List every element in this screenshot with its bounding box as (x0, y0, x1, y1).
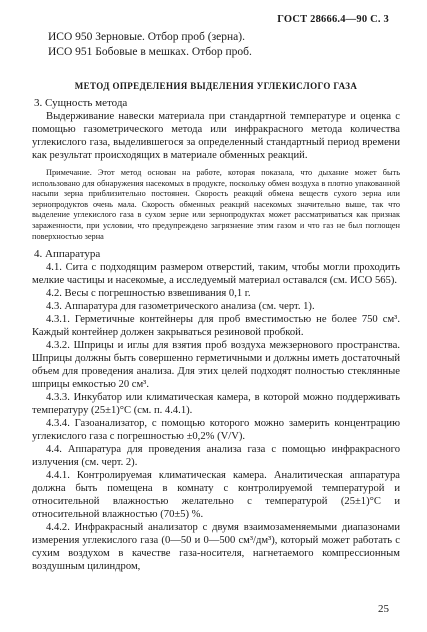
paragraph: 4.3.4. Газоанализатор, с помощью которого можно замерить концентрацию углекислого газа с погрешностью ±0,2% (V/V). (32, 418, 400, 443)
method-title: МЕТОД ОПРЕДЕЛЕНИЯ ВЫДЕЛЕНИЯ УГЛЕКИСЛОГО ГАЗА (74, 81, 358, 91)
paragraph: 4.4.2. Инфракрасный анализатор с двумя взаимозаменяемыми диапазонами измерения углекислого газа (0—50 и 0—500 см³/дм³), который может работать с сухим воздухом в качестве газа-носителя, нагнетаемого компрессионным воздушным цилиндром, (32, 522, 400, 573)
reference-line: ИСО 951 Бобовые в мешках. Отбор проб. (48, 45, 252, 58)
section-heading: 3. Сущность метода (34, 97, 128, 109)
paragraph: 4.1. Сита с подходящим размером отверстий, таким, чтобы могли проходить мелкие частицы и насекомые, а исследуемый материал оставался (см. ИСО 565). (32, 262, 400, 287)
document-body (32, 30, 400, 573)
paragraph: 4.4.1. Контролируемая климатическая камера. Аналитическая аппаратура должна быть помещена в комнату с контролируемой температурой и относительной влажностью желательно с температурой (25±1)°С и относительной влажностью (70±5) %. (32, 470, 400, 521)
reference-line: ИСО 950 Зерновые. Отбор проб (зерна). (48, 31, 245, 43)
note-paragraph: Примечание. Этот метод основан на работе, которая показала, что дыхание может быть использовано для обнаружения насекомых в продукте, поскольку обмен воздуха в плотно упакованной насыпи зерна приблизительно постоянен. Скорость реакций обмена веществ сухого зерна или зернопродуктов очень мала. Скорость обменных реакций насекомых значительно выше, так что выделение углекислого газа в сухом зерне или зернопродуктах может рассматриваться как признак зараженности, при условии, что предупреждено загрязнение этим газом и что газ не был поглощен поверхностью зерна (32, 168, 400, 241)
paragraph: 4.3.2. Шприцы и иглы для взятия проб воздуха межзернового пространства. Шприцы должны быть совершенно герметичными и должны иметь достаточный объем для проведения анализа. Для этих целей подходят полностью стеклянные шприцы емкостью 20 см³. (32, 340, 400, 391)
paragraph: Выдерживание навески материала при стандартной температуре и оценка с помощью газометрического метода или инфракрасного метода количества углекислого газа, выделившегося за определенный стандартный период времени как результат происходящих в материале обменных реакций. (32, 111, 400, 161)
paragraph: 4.3.3. Инкубатор или климатическая камера, в которой можно поддерживать температуру (25±1)°С (см. п. 4.4.1). (32, 392, 400, 417)
paragraph: 4.2. Весы с погрешностью взвешивания 0,1 г. (46, 288, 251, 300)
paragraph: 4.3. Аппаратура для газометрического анализа (см. черт. 1). (46, 301, 315, 313)
paragraph: 4.3.1. Герметичные контейнеры для проб вместимостью не более 750 см³. Каждый контейнер должен закрываться резиновой пробкой. (32, 314, 400, 339)
paragraph: 4.4. Аппаратура для проведения анализа газа с помощью инфракрасного излучения (см. черт. 2). (32, 444, 400, 469)
page-number: 25 (378, 603, 389, 615)
page-header: ГОСТ 28666.4—90 С. 3 (277, 14, 389, 25)
section-heading: 4. Аппаратура (34, 248, 101, 261)
